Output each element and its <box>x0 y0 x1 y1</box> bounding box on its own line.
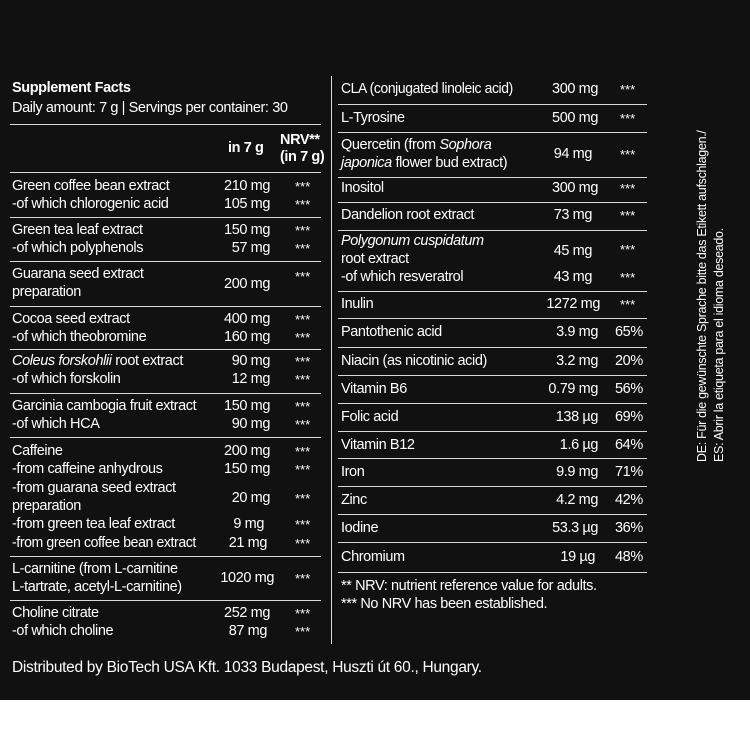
ingredient-amount: 0.79 mg <box>548 381 598 397</box>
ingredient-name: L-carnitine (from L-carnitine <box>12 561 178 577</box>
ingredient-amount: 53.3 µg <box>552 520 598 536</box>
divider <box>338 375 647 376</box>
divider <box>338 202 647 203</box>
ingredient-name: -of which resveratrol <box>341 269 464 285</box>
ingredient-name: Chromium <box>341 549 405 565</box>
footnote-nrv: ** NRV: nutrient reference value for adults. <box>341 578 597 594</box>
ingredient-name: -of which polyphenols <box>12 240 144 256</box>
col-amount-header: in 7 g <box>228 140 264 156</box>
ingredient-amount: 300 mg <box>552 81 598 97</box>
ingredient-name-cont <box>341 155 507 172</box>
ingredient-nrv: *** <box>295 269 311 284</box>
ingredient-name-cont: L-tartrate, acetyl-L-carnitine) <box>12 579 182 595</box>
ingredient-name-italic: Sophora <box>439 137 492 153</box>
ingredient-nrv: *** <box>295 179 311 194</box>
divider <box>338 514 647 515</box>
ingredient-nrv: *** <box>295 491 311 506</box>
ingredient-amount: 20 mg <box>231 490 270 506</box>
ingredient-nrv: *** <box>295 312 311 327</box>
ingredient-amount: 4.2 mg <box>556 492 598 508</box>
column-divider <box>331 76 332 644</box>
ingredient-name: Green coffee bean extract <box>12 178 170 194</box>
ingredient-nrv: *** <box>620 111 636 126</box>
ingredient-name: -of which chlorogenic acid <box>12 196 169 212</box>
ingredient-name: -from green tea leaf extract <box>12 516 175 532</box>
ingredient-nrv: *** <box>295 624 311 639</box>
divider <box>10 261 321 262</box>
ingredient-amount: 12 mg <box>231 371 270 387</box>
ingredient-amount: 200 mg <box>224 276 270 292</box>
ingredient-amount: 200 mg <box>224 443 270 459</box>
ingredient-amount: 210 mg <box>224 178 270 194</box>
ingredient-name: Polygonum cuspidatum <box>341 233 484 249</box>
ingredient-name: Guarana seed extract <box>12 266 144 282</box>
divider <box>10 556 321 557</box>
ingredient-name: Pantothenic acid <box>341 324 442 340</box>
divider <box>10 349 321 350</box>
ingredient-name: Choline citrate <box>12 605 99 621</box>
ingredient-name-part: Quercetin (from <box>341 137 440 153</box>
ingredient-name-italic: japonica <box>341 155 392 171</box>
distributor-footer: Distributed by BioTech USA Kft. 1033 Budapest, Huszti út 60., Hungary. <box>12 659 482 676</box>
ingredient-amount: 19 µg <box>560 549 595 565</box>
ingredient-name: Vitamin B12 <box>341 437 415 453</box>
ingredient-nrv: *** <box>620 242 636 257</box>
ingredient-name: Inositol <box>341 180 384 196</box>
ingredient-name <box>341 137 491 154</box>
daily-amount: Daily amount: 7 g | Servings per container: 30 <box>12 100 288 116</box>
divider <box>10 306 321 307</box>
ingredient-amount: 500 mg <box>552 110 598 126</box>
ingredient-nrv: 36% <box>615 520 643 536</box>
divider <box>10 393 321 394</box>
ingredient-amount: 90 mg <box>231 416 270 432</box>
divider <box>338 572 647 573</box>
ingredient-amount: 9.9 mg <box>556 464 598 480</box>
ingredient-amount: 150 mg <box>224 461 270 477</box>
ingredient-amount: 105 mg <box>224 196 270 212</box>
ingredient-nrv: 65% <box>615 324 643 340</box>
ingredient-amount: 1272 mg <box>546 296 600 312</box>
ingredient-name-cont: preparation <box>12 498 81 514</box>
divider <box>338 177 647 178</box>
ingredient-nrv: *** <box>620 147 636 162</box>
ingredient-name: -of which HCA <box>12 416 100 432</box>
ingredient-name-italic: Coleus forskohlii <box>12 353 112 369</box>
ingredient-nrv: *** <box>295 399 311 414</box>
ingredient-name: -from green coffee bean extract <box>12 535 196 551</box>
col-nrv-header: NRV** <box>280 132 320 148</box>
ingredient-amount: 3.9 mg <box>556 324 598 340</box>
ingredient-name-cont: root extract <box>341 251 409 267</box>
ingredient-name: Inulin <box>341 296 374 312</box>
ingredient-nrv: *** <box>295 330 311 345</box>
ingredient-nrv: 64% <box>615 437 643 453</box>
ingredient-amount: 90 mg <box>231 353 270 369</box>
divider <box>10 172 321 173</box>
divider <box>10 217 321 218</box>
divider <box>338 347 647 348</box>
ingredient-amount: 300 mg <box>552 180 598 196</box>
divider <box>10 437 321 438</box>
ingredient-name: -from guarana seed extract <box>12 480 176 496</box>
ingredient-name <box>12 353 183 370</box>
ingredient-nrv: 69% <box>615 409 643 425</box>
ingredient-nrv: *** <box>295 606 311 621</box>
ingredient-name: Dandelion root extract <box>341 207 475 223</box>
ingredient-amount: 150 mg <box>224 222 270 238</box>
ingredient-nrv: *** <box>295 372 311 387</box>
ingredient-amount: 150 mg <box>224 398 270 414</box>
ingredient-amount: 1020 mg <box>220 570 274 586</box>
ingredient-name: -of which choline <box>12 623 114 639</box>
ingredient-amount: 252 mg <box>224 605 270 621</box>
ingredient-amount: 45 mg <box>553 243 592 259</box>
ingredient-nrv: 48% <box>615 549 643 565</box>
ingredient-nrv: 56% <box>615 381 643 397</box>
ingredient-nrv: *** <box>620 208 636 223</box>
ingredient-nrv: *** <box>620 270 636 285</box>
divider <box>338 403 647 404</box>
ingredient-nrv: *** <box>295 517 311 532</box>
ingredient-nrv: *** <box>295 571 311 586</box>
language-note-de: DE: Für die gewünschte Sprache bitte das Etikett aufschlagen./ <box>695 130 709 462</box>
ingredient-nrv: *** <box>295 536 311 551</box>
ingredient-name: Zinc <box>341 492 367 508</box>
ingredient-name-rest: root extract <box>111 353 183 369</box>
ingredient-name-cont: preparation <box>12 284 81 300</box>
ingredient-amount: 87 mg <box>228 623 267 639</box>
divider <box>338 542 647 543</box>
ingredient-amount: 57 mg <box>231 240 270 256</box>
ingredient-amount: 21 mg <box>228 535 267 551</box>
ingredient-name-part: flower bud extract) <box>391 155 508 171</box>
ingredient-name: Folic acid <box>341 409 399 425</box>
ingredient-amount: 9 mg <box>233 516 264 532</box>
ingredient-nrv: *** <box>295 444 311 459</box>
ingredient-name: Caffeine <box>12 443 63 459</box>
ingredient-amount: 160 mg <box>224 329 270 345</box>
ingredient-name: Niacin (as nicotinic acid) <box>341 353 487 369</box>
ingredient-amount: 138 µg <box>555 409 598 425</box>
ingredient-nrv: *** <box>295 354 311 369</box>
divider <box>338 318 647 319</box>
ingredient-name: L-Tyrosine <box>341 110 405 126</box>
divider <box>338 458 647 459</box>
ingredient-nrv: *** <box>620 297 636 312</box>
ingredient-name: Iron <box>341 464 365 480</box>
ingredient-nrv: *** <box>620 82 636 97</box>
ingredient-amount: 3.2 mg <box>556 353 598 369</box>
ingredient-nrv: 42% <box>615 492 643 508</box>
col-nrv-header-sub: (in 7 g) <box>280 149 325 165</box>
ingredient-nrv: *** <box>620 181 636 196</box>
ingredient-name: Green tea leaf extract <box>12 222 143 238</box>
ingredient-nrv: *** <box>295 417 311 432</box>
footnote-no-nrv: *** No NRV has been established. <box>341 596 548 612</box>
ingredient-name: -of which forskolin <box>12 371 121 387</box>
ingredient-nrv: 20% <box>615 353 643 369</box>
divider <box>10 600 321 601</box>
divider <box>338 104 647 105</box>
ingredient-name: Cocoa seed extract <box>12 311 130 327</box>
ingredient-nrv: *** <box>295 241 311 256</box>
divider <box>338 291 647 292</box>
ingredient-name: Garcinia cambogia fruit extract <box>12 398 197 414</box>
divider <box>338 230 647 231</box>
supplement-facts-title: Supplement Facts <box>12 80 131 96</box>
ingredient-amount: 1.6 µg <box>559 437 598 453</box>
divider <box>338 431 647 432</box>
ingredient-amount: 94 mg <box>553 146 592 162</box>
divider <box>10 124 321 125</box>
ingredient-nrv: *** <box>295 197 311 212</box>
ingredient-nrv: 71% <box>615 464 643 480</box>
language-note-es: ES: Abrir la etiqueta para el idioma deseado. <box>712 228 726 462</box>
ingredient-amount: 400 mg <box>224 311 270 327</box>
ingredient-name: -from caffeine anhydrous <box>12 461 163 477</box>
divider <box>338 486 647 487</box>
ingredient-name: -of which theobromine <box>12 329 147 345</box>
ingredient-nrv: *** <box>295 462 311 477</box>
ingredient-nrv: *** <box>295 223 311 238</box>
ingredient-name: Vitamin B6 <box>341 381 407 397</box>
ingredient-name: Iodine <box>341 520 379 536</box>
ingredient-name: CLA (conjugated linoleic acid) <box>341 81 513 97</box>
ingredient-amount: 43 mg <box>553 269 592 285</box>
divider <box>338 132 647 133</box>
ingredient-amount: 73 mg <box>553 207 592 223</box>
